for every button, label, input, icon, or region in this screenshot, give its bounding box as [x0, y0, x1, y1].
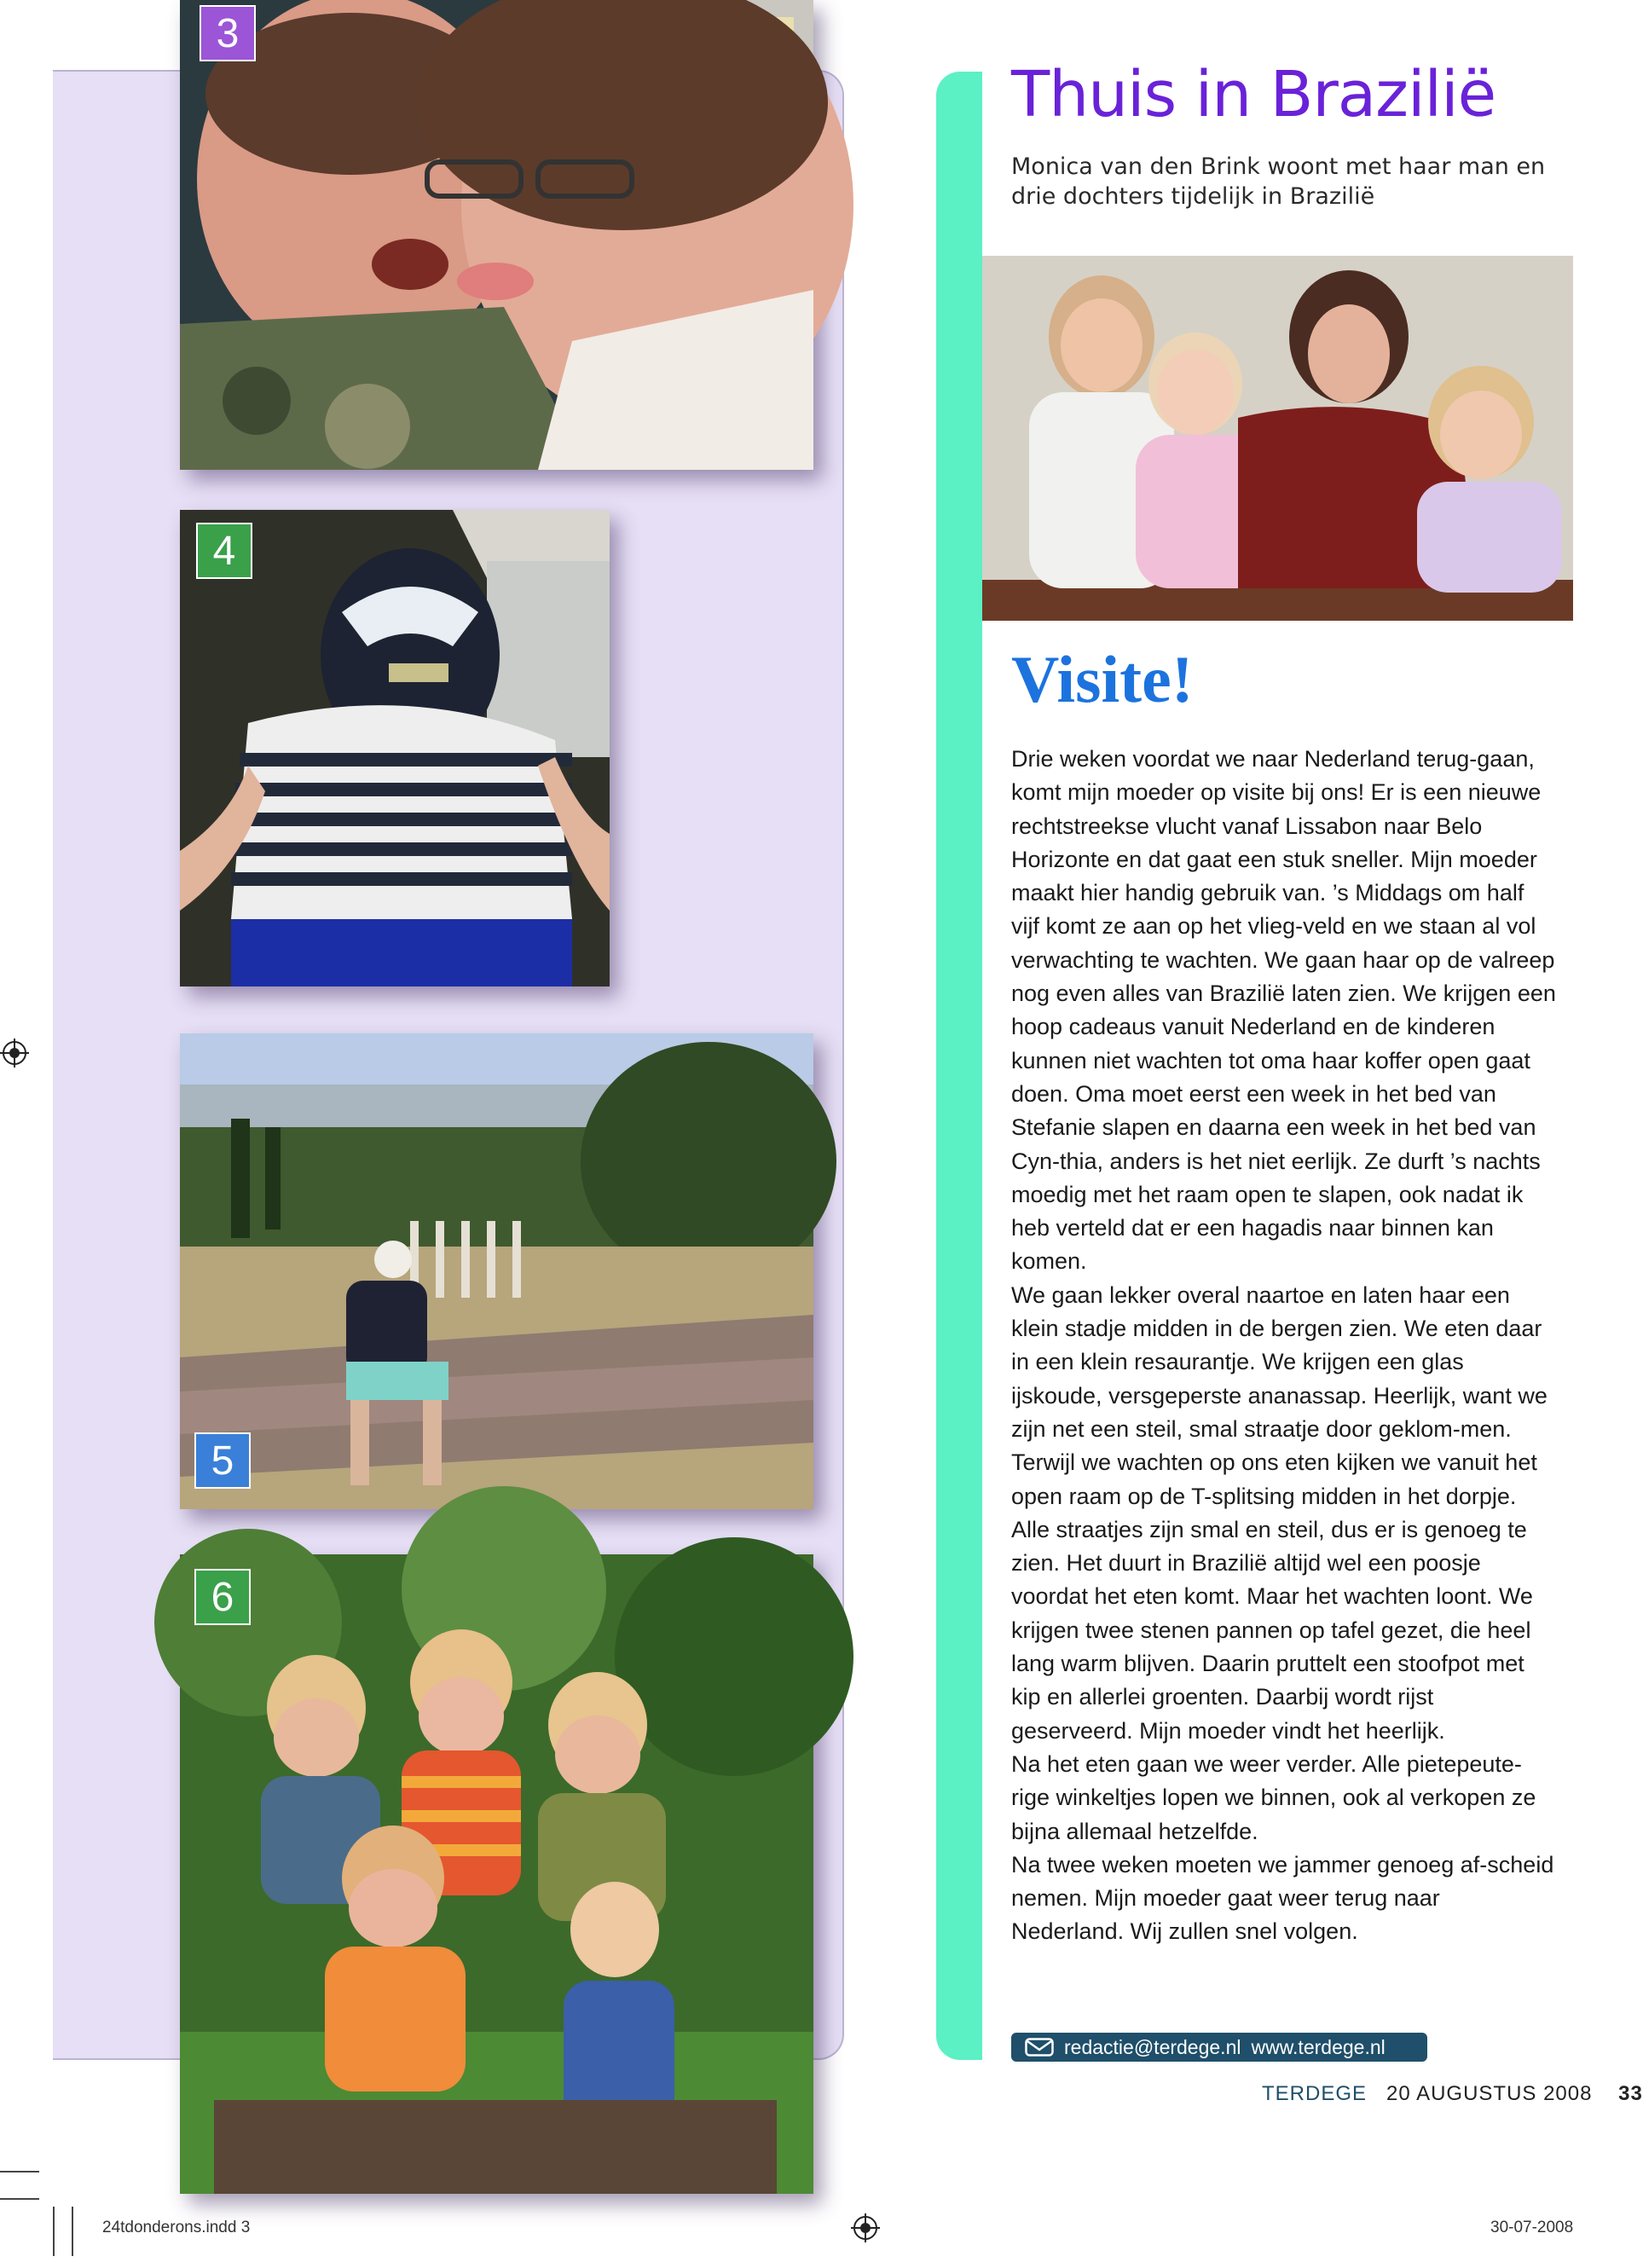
photo-6 [180, 1554, 813, 2194]
envelope-icon [1025, 2038, 1054, 2057]
photo-number-badge: 5 [194, 1432, 251, 1489]
paragraph: Drie weken voordat we naar Nederland terug-gaan, komt mijn moeder op visite bij ons! Er is een nieuwe rechtstreekse vlucht vanaf Lissabon naar Belo Horizonte en dat gaat een stuk sneller. Mijn moeder maakt hier handig gebruik van. ’s Middags om half vijf komt ze aan op het vlieg-veld en we staan al vol verwachting te wachten. We gaan haar op de valreep nog even alles van Brazilië laten zien. We krijgen een hoop cadeaus vanuit Nederland en de kinderen kunnen niet wachten tot oma haar koffer open gaat doen. Oma moet eerst een week in het bed van Stefanie slapen en daarna een week in het bed van Cyn-thia, anders is het niet eerlijk. Ze durft ’s nachts moedig met het raam open te slapen, ook nadat ik heb verteld dat er een hagadis naar binnen kan komen. [1011, 746, 1556, 1275]
photo-3 [180, 0, 813, 470]
article-body [1011, 743, 1557, 1949]
registration-mark-icon [0, 1039, 29, 1067]
page-number: 33 [1618, 2082, 1643, 2105]
section-title: Visite! [1011, 642, 1194, 716]
print-slug-file: 24tdonderons.indd 3 [102, 2219, 251, 2236]
article-subtitle: Monica van den Brink woont met haar man en drie dochters tijdelijk in Brazilië [1011, 153, 1546, 210]
paragraph: Na het eten gaan we weer verder. Alle pietepeute-rige winkeltjes lopen we binnen, ook al verkopen ze bijna allemaal hetzelfde. [1011, 1750, 1536, 1844]
page-footer [1262, 2082, 1643, 2106]
print-slug-date: 30-07-2008 [1490, 2219, 1574, 2236]
crop-mark [72, 2207, 73, 2256]
paragraph: We gaan lekker overal naartoe en laten haar een klein stadje midden in de bergen zien. We eten daar in een klein resaurantje. We krijgen een glas ijskoude, versgeperste ananassap. Heerlijk, want we zijn net een steil, smal straatje door geklom-men. Terwijl we wachten op ons eten kijken we vanuit het open raam op de T-splitsing midden in het dorpje. Alle straatjes zijn smal en steil, dus er is genoeg te zien. Het duurt in Brazilië altijd wel een poosje voordat het eten komt. Maar het wachten loont. We krijgen twee stenen pannen op tafel gezet, die heel lang warm blijven. Daarin pruttelt een stoofpot met kip en allerlei groenten. Daarbij wordt rijst geserveerd. Mijn moeder vindt het heerlijk. [1011, 1282, 1548, 1744]
photo-number-badge: 6 [194, 1569, 251, 1625]
accent-bar [936, 72, 984, 2060]
crop-mark [0, 2171, 39, 2173]
website-link[interactable]: www.terdege.nl [1251, 2035, 1386, 2058]
registration-mark-icon [851, 2213, 880, 2242]
photo-5 [180, 1033, 813, 1509]
family-photo [982, 256, 1573, 621]
issue-date: 20 AUGUSTUS 2008 [1386, 2082, 1593, 2105]
paragraph: Na twee weken moeten we jammer genoeg af-scheid nemen. Mijn moeder gaat weer terug naar Nederland. Wij zullen snel volgen. [1011, 1851, 1554, 1945]
photo-4 [180, 510, 610, 986]
crop-mark [0, 2198, 39, 2200]
page-title: Thuis in Brazilië [1011, 58, 1496, 131]
photo-number-badge: 3 [200, 5, 256, 61]
photo-number-badge: 4 [196, 523, 252, 579]
crop-mark [53, 2207, 55, 2256]
contact-bar [1011, 2033, 1427, 2062]
magazine-name: TERDEGE [1262, 2082, 1368, 2105]
email-link[interactable]: redactie@terdege.nl [1064, 2035, 1241, 2058]
